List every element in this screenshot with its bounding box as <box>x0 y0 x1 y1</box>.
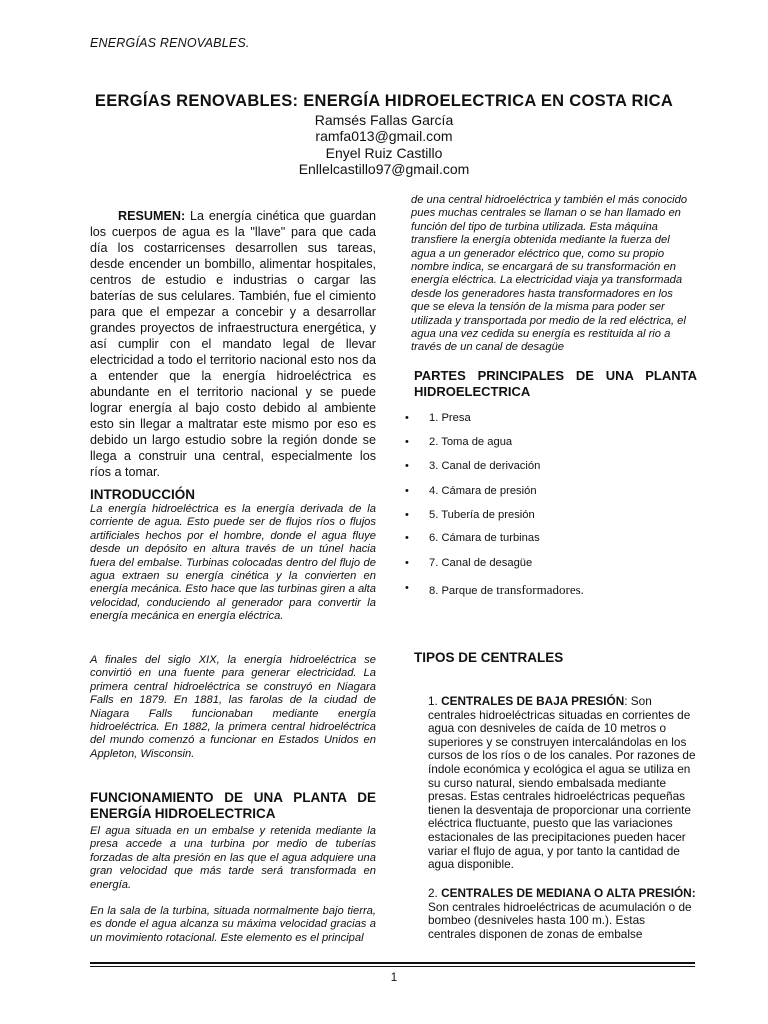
tipo-mediana-alta-presion: 2. CENTRALES DE MEDIANA O ALTA PRESIÓN: Son centrales hidroeléctricas de acumulación o de bombeo (desniveles hasta 100 m.). Estas centrales disponen de zonas de embalse <box>428 886 696 941</box>
tipo-baja-presion: 1. CENTRALES DE BAJA PRESIÓN: Son centrales hidroeléctricas situadas en corrientes de agua con desniveles de caída de 10 metros o superiores y se construyen intercalándolas en los cursos de los ríos o de los canales. Por razones de índole económica y ecológica el agua se utiliza en su curso natural, siendo embalsada mediante presas. Estas centrales hidroeléctricas pequeñas tienen la desventaja de proporcionar una corriente eléctrica fluctuante, puesto que las variaciones estacionales de las precipitaciones pueden hacer variar el flujo de agua, y por tanto la cantidad de agua disponible. <box>428 694 696 872</box>
abstract-label: RESUMEN: <box>118 209 186 223</box>
funcionamiento-paragraph-2: En la sala de la turbina, situada normalmente bajo tierra, es donde el agua alcanza su máxima velocidad gracias a un movimiento rotacional. Este elemento es el principal <box>90 905 376 944</box>
author-email-2: Enllelcastillo97@gmail.com <box>298 161 470 177</box>
paper-title: EERGÍAS RENOVABLES: ENERGÍA HIDROELECTRICA EN COSTA RICA <box>94 92 674 110</box>
tipos-heading: TIPOS DE CENTRALES <box>414 650 564 665</box>
bullet: • <box>405 436 409 448</box>
funcionamiento-continuation: de una central hidroeléctrica y también el más conocido pues muchas centrales se llaman o se han llamado en función del tipo de turbina utilizada. Esta máquina transfiere la energía obtenida mediante la fuerza del agua a un generador eléctrico que, como su propio nombre indica, se encargará de su transformación en energía eléctrica. La electricidad viaja ya transformada desde los generadores hasta transformadores en los que se eleva la tensión de la misma para poder ser utilizada y transportada por medio de la red eléctrica, el agua una vez cedida su energía es restituida al rio a través de un canal de desagüe <box>411 194 688 354</box>
intro-paragraph-2: A finales del siglo XIX, la energía hidroeléctrica se convirtió en una fuente para generar electricidad. La primera central hidroeléctrica se construyó en Niagara Falls en 1879. En 1881, las farolas de la ciudad de Niagara Falls funcionaban mediante energía hidroeléctrica. En 1882, la primera central hidroeléctrica del mundo comenzó a funcionar en Estados Unidos en Appleton, Wisconsin. <box>90 654 376 760</box>
footer-rule-thin <box>90 966 695 967</box>
bullet: • <box>405 460 409 472</box>
funcionamiento-heading: FUNCIONAMIENTO DE UNA PLANTA DE ENERGÍA HIDROELECTRICA <box>90 790 376 821</box>
intro-heading: INTRODUCCIÓN <box>90 487 195 502</box>
author-name-1: Ramsés Fallas García <box>314 112 454 128</box>
funcionamiento-paragraph-1: El agua situada en un embalse y retenida mediante la presa accede a una turbina por medio de tuberías forzadas de alta presión en las que el agua adquiere una gran velocidad que más tarde será transformada en energía. <box>90 825 376 891</box>
bullet: • <box>405 485 409 497</box>
author-email-1: ramfa013@gmail.com <box>315 128 453 144</box>
bullet: • <box>405 412 409 424</box>
running-header: ENERGÍAS RENOVABLES. <box>90 36 250 50</box>
tipo-mediana-alta-presion-label: CENTRALES DE MEDIANA O ALTA PRESIÓN: <box>441 886 696 900</box>
bullet: • <box>405 509 409 521</box>
tipo-baja-presion-label: CENTRALES DE BAJA PRESIÓN <box>441 694 625 708</box>
author-name-2: Enyel Ruiz Castillo <box>325 145 443 161</box>
intro-paragraph-1: La energía hidroeléctrica es la energía derivada de la corriente de agua. Esto puede ser de flujos ríos o flujos artificiales hechos por el hombre, donde el agua fluye desde un depósito en altura través de un túnel hacia fuera del embalse. Turbinas colocadas dentro del flujo de agua extraen su energía cinética y la convierten en energía mecánica. Esto hace que las turbinas giren a alta velocidad, conduciendo al generador para convertir la energía mecánica en energía eléctrica. <box>90 503 376 623</box>
bullet: • <box>405 582 409 594</box>
footer-rule-thick <box>90 962 695 964</box>
bullet: • <box>405 557 409 569</box>
page-number: 1 <box>390 972 398 984</box>
abstract <box>90 208 376 480</box>
bullet: • <box>405 532 409 544</box>
abstract-text: La energía cinética que guardan los cuerpos de agua es la "llave" para que cada día los costarricenses desarrollen sus tareas, desde encender un bombillo, alimentar hospitales, centros de estudio e industrias o cargar las baterías de sus celulares. También, fue el cimiento para que el empezar a concebir y a desarrollar grandes proyectos de infraestructura energética, y así cumplir con el mandato legal de llevar electricidad a todo el territorio nacional esto nos da a entender que la energía hidroeléctrica es abundante en el territorio nacional y se puede lograr energía al bajo costo debido al ambiente esto sin llegar a maltratar este mismo por eso es debido un largo estudio sobre la región donde se llega a construir una central, especialmente los ríos a tomar. <box>90 209 376 479</box>
partes-heading: PARTES PRINCIPALES DE UNA PLANTA HIDROELECTRICA <box>414 368 697 399</box>
